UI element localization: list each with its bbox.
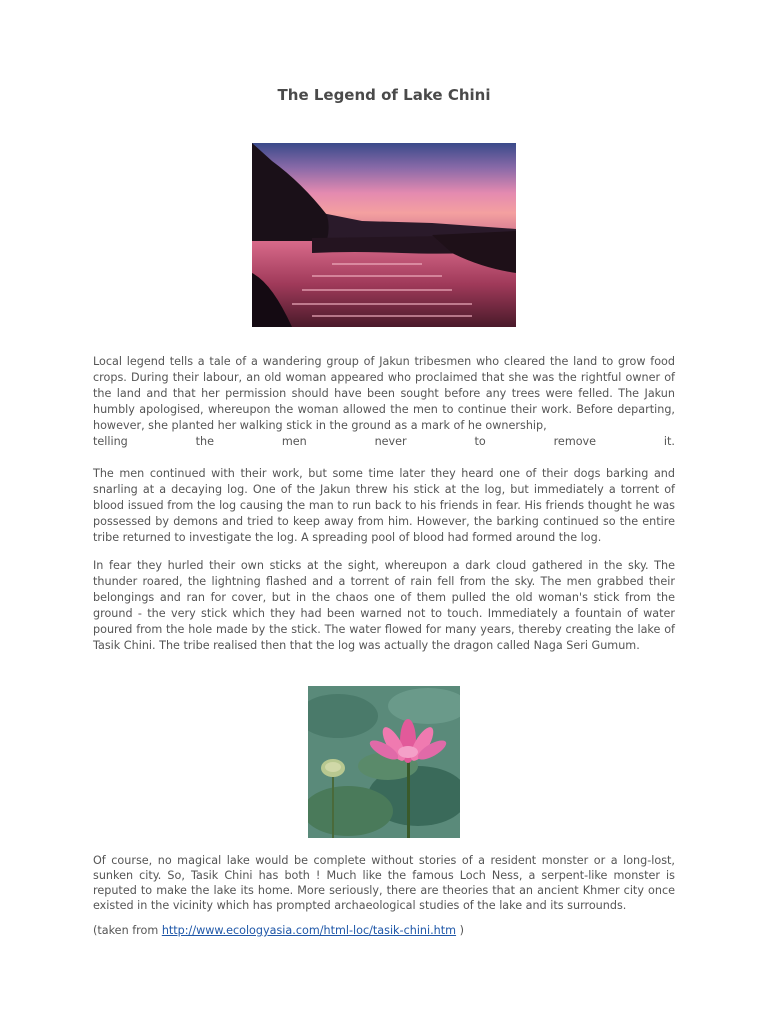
pink-lotus-flower-photo-icon: [308, 686, 460, 838]
source-credit: [93, 923, 464, 938]
word: men: [281, 435, 307, 448]
credit-prefix: (taken from: [93, 924, 162, 937]
word: remove: [553, 435, 597, 448]
paragraph-1-text: Local legend tells a tale of a wandering group of Jakun tribesmen who cleared the land to grow food crops. During their labour, an old woman appeared who proclaimed that she was the rightful owner of the land and that her permission should have been sought before any trees were felled. The Jakun humbly apologised, whereupon the woman allowed the men to continue their work. Before departing, however, she planted her walking stick in the ground as a mark of he ownership,: [93, 355, 675, 432]
word: never: [374, 435, 407, 448]
paragraph-1-justified-line: [93, 434, 675, 450]
credit-suffix: ): [456, 924, 464, 937]
word: it.: [663, 435, 675, 448]
word: telling: [93, 435, 128, 448]
word: the: [195, 435, 215, 448]
sunset-lake-photo-icon: [252, 143, 516, 327]
page-title: The Legend of Lake Chini: [277, 86, 491, 104]
source-link[interactable]: http://www.ecologyasia.com/html-loc/tasik-chini.htm: [161, 924, 457, 937]
paragraph-2: The men continued with their work, but some time later they heard one of their dogs barking and snarling at a decaying log. One of the Jakun threw his stick at the log, but immediately a torrent of blood issued from the log causing the man to run back to his friends in fear. His friends thought he was possessed by demons and tried to keep away from him. However, the barking continued so the entire tribe returned to investigate the log. A spreading pool of blood had formed around the log.: [93, 467, 675, 544]
paragraph-4: Of course, no magical lake would be complete without stories of a resident monster or a long-lost, sunken city. So, Tasik Chini has both ! Much like the famous Loch Ness, a serpent-like monster is reputed to make the lake its home. More seriously, there are theories that an ancient Khmer city once existed in the vicinity which has prompted archaeological studies of the lake and its surrounds.: [93, 854, 675, 912]
paragraph-1: [93, 354, 675, 450]
word: to: [474, 435, 486, 448]
paragraph-3: In fear they hurled their own sticks at the sight, whereupon a dark cloud gathered in the sky. The thunder roared, the lightning flashed and a torrent of rain fell from the sky. The men grabbed their belongings and ran for cover, but in the chaos one of them pulled the old woman's stick from the ground - the very stick which they had been warned not to touch. Immediately a fountain of water poured from the hole made by the stick. The water flowed for many years, thereby creating the lake of Tasik Chini. The tribe realised then that the log was actually the dragon called Naga Seri Gumum.: [93, 559, 675, 652]
